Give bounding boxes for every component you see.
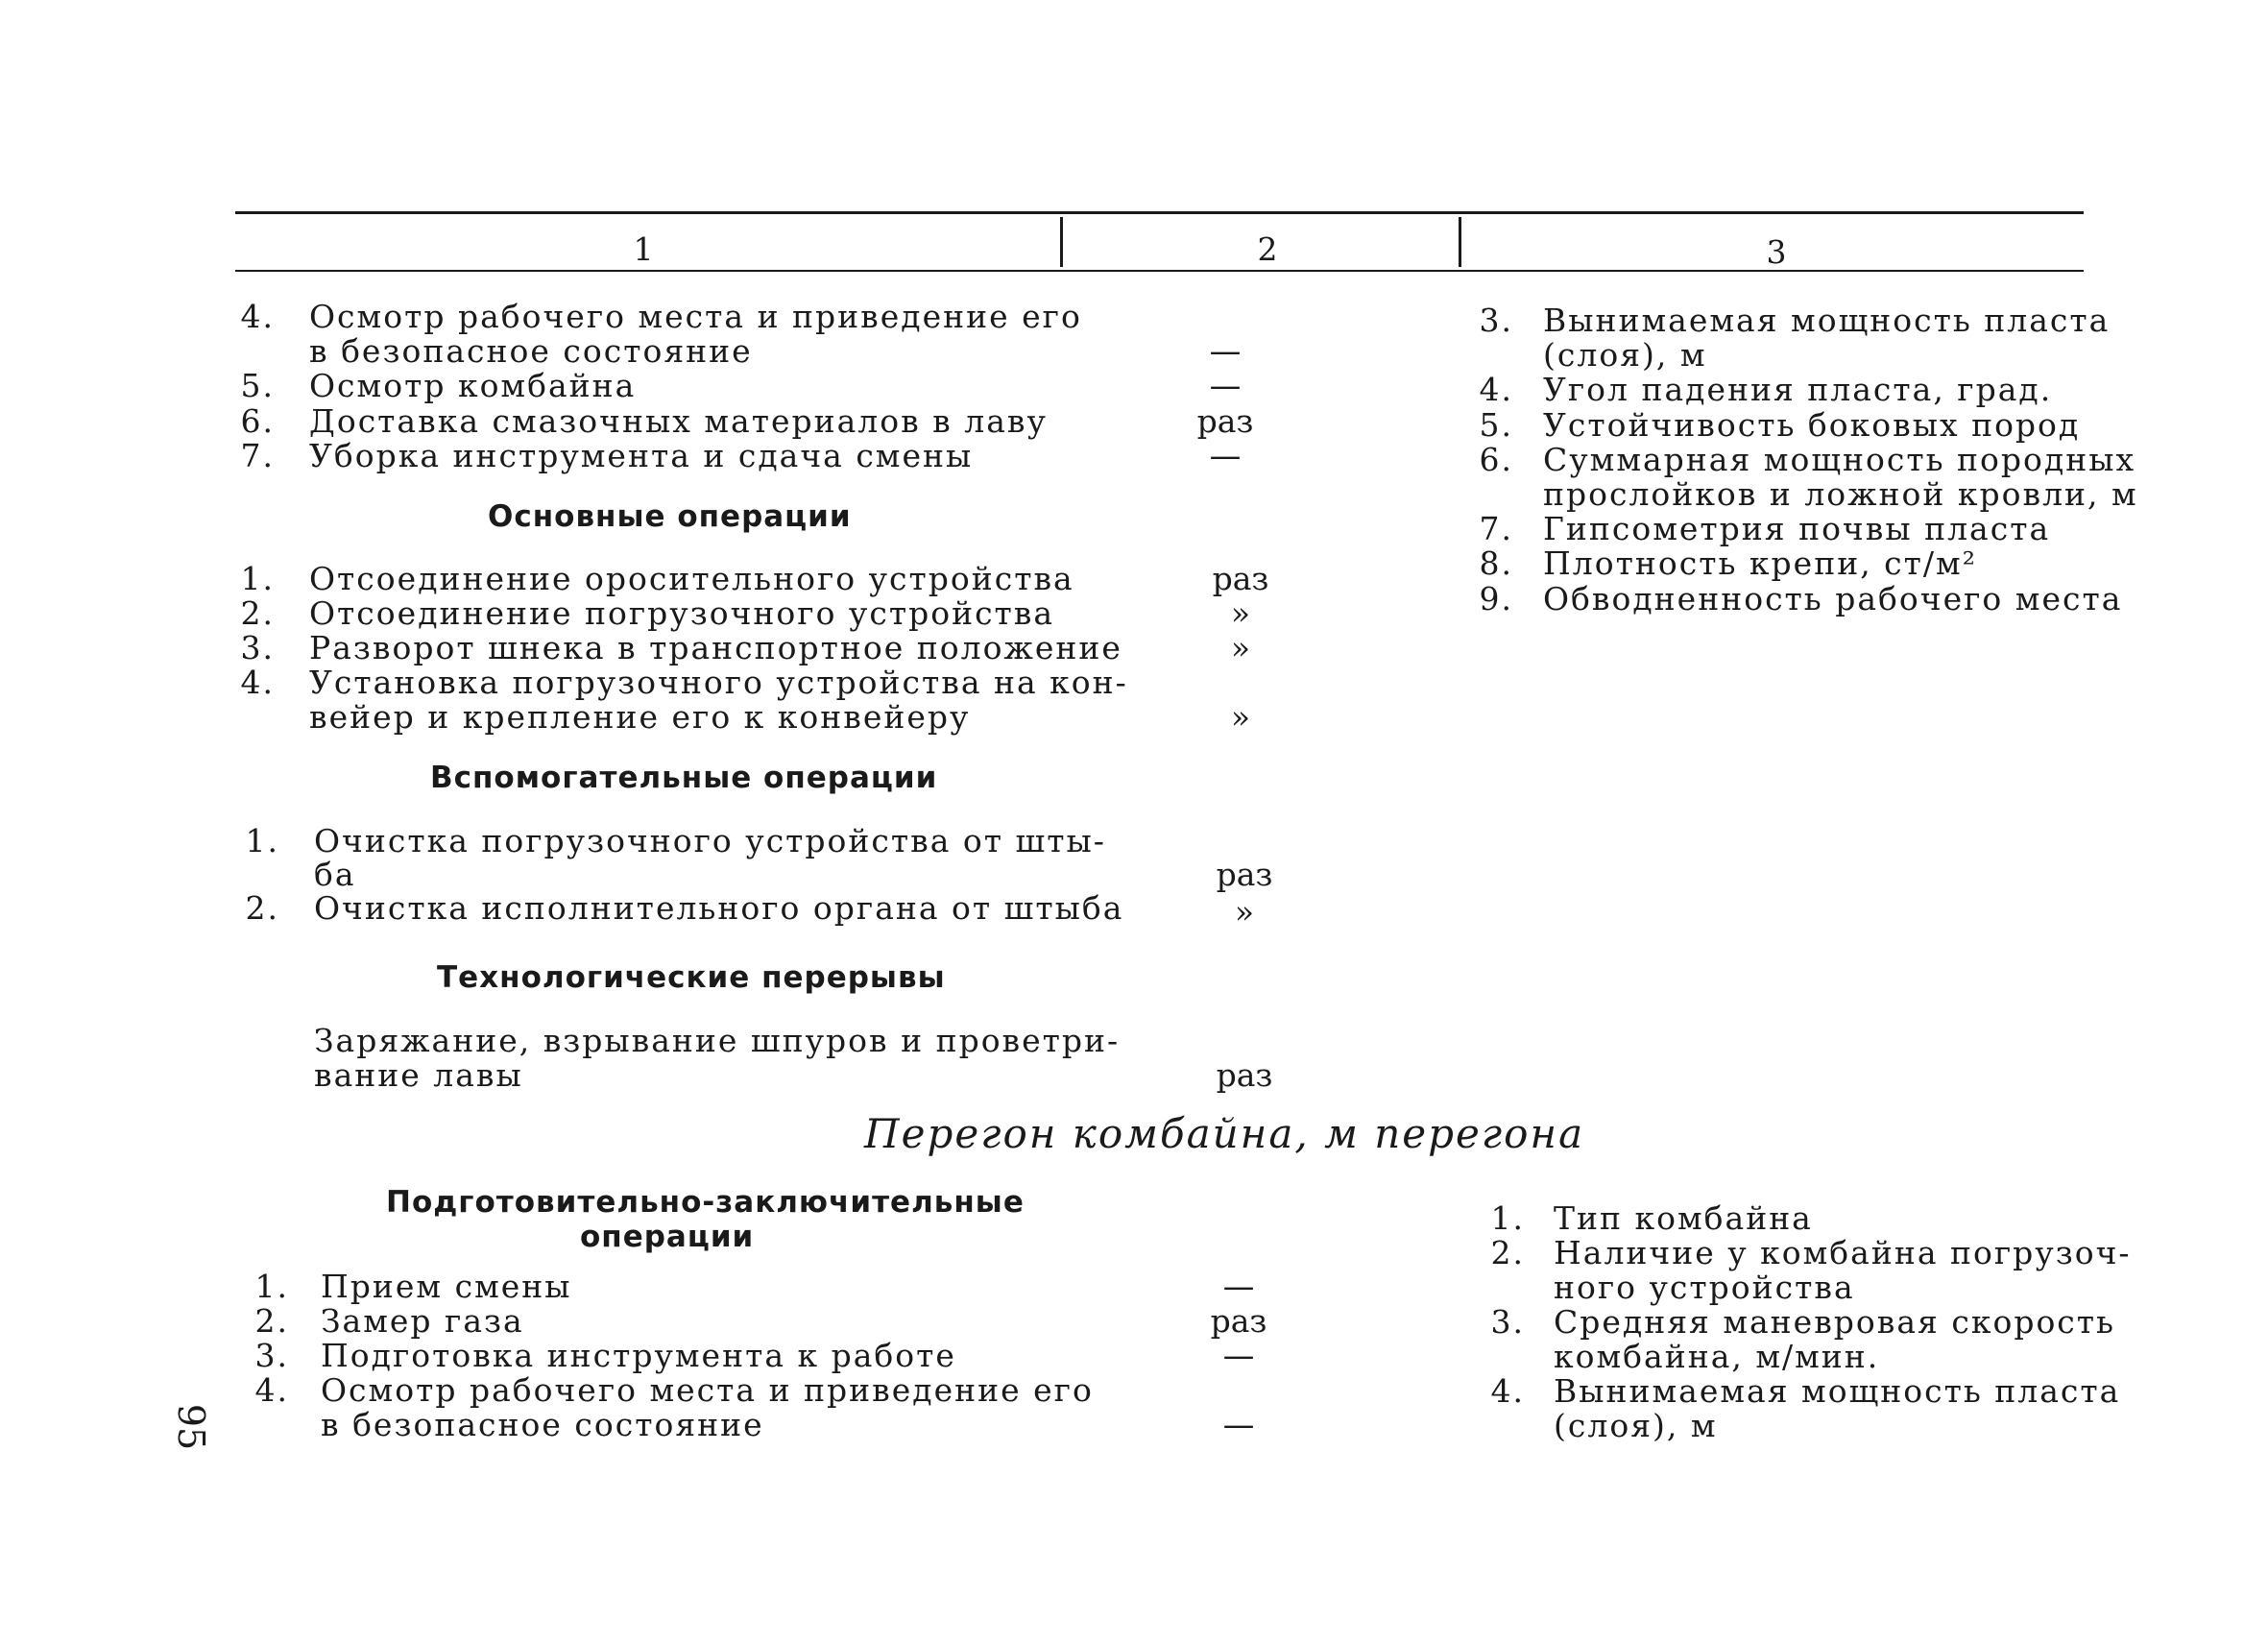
factor-number: 8.	[1479, 544, 1513, 582]
section-heading-preparatory-operations: Подготовительно-заключительные	[386, 1185, 1025, 1220]
section-title: Перегон комбайна, м перегона	[864, 1110, 1585, 1157]
list-item-text: Прием смены	[321, 1268, 572, 1305]
list-item-text: Осмотр рабочего места и приведение его	[309, 298, 1082, 335]
unit-value: —	[1209, 332, 1242, 370]
unit-value: —	[1209, 367, 1242, 404]
list-item-text: Осмотр рабочего места и приведение его	[321, 1371, 1094, 1409]
list-item-text: ба	[314, 856, 356, 893]
list-item-text: Отсоединение погрузочного устройства	[309, 594, 1055, 632]
factor-text: Наличие у комбайна погрузоч-	[1554, 1234, 2132, 1271]
section-heading-main-operations: Основные операции	[488, 499, 852, 534]
factor-number: 9.	[1479, 580, 1513, 617]
factor-number: 4.	[1490, 1372, 1525, 1410]
factor-number: 3.	[1490, 1303, 1525, 1341]
factor-number: 1.	[1490, 1199, 1525, 1237]
column-header-3: 3	[1766, 233, 1787, 271]
factor-number: 7.	[1479, 510, 1513, 547]
list-item-number: 5.	[240, 367, 275, 404]
factor-text: Плотность крепи, ст/м²	[1543, 544, 1977, 582]
unit-value: »	[1230, 629, 1251, 666]
list-item-text: Уборка инструмента и сдача смены	[309, 437, 974, 474]
factor-text: Тип комбайна	[1554, 1199, 1813, 1237]
factor-text: Вынимаемая мощность пласта	[1554, 1372, 2121, 1410]
header-top-rule	[235, 211, 2084, 214]
unit-value: »	[1234, 893, 1255, 931]
factor-text: Вынимаемая мощность пласта	[1543, 302, 2111, 339]
list-item-number: 6.	[240, 402, 275, 440]
list-item-number: 2.	[254, 1302, 289, 1340]
header-divider-2	[1459, 217, 1461, 267]
list-item-number: 2.	[240, 594, 275, 632]
unit-value: »	[1230, 698, 1251, 736]
unit-value: —	[1222, 1268, 1255, 1305]
list-item-text: Замер газа	[321, 1302, 524, 1340]
section-heading-technological-breaks: Технологические перерывы	[437, 960, 946, 995]
list-item-text: Подготовка инструмента к работе	[321, 1337, 956, 1374]
list-item-number: 2.	[245, 889, 279, 927]
list-item-text: Разворот шнека в транспортное положение	[309, 629, 1122, 666]
factor-text: (слоя), м	[1554, 1407, 1718, 1444]
factor-text: комбайна, м/мин.	[1554, 1338, 1880, 1375]
list-item-text: Заряжание, взрывание шпуров и проветри-	[314, 1022, 1121, 1059]
factor-text: Средняя маневровая скорость	[1554, 1303, 2116, 1341]
list-item-text: Очистка исполнительного органа от штыба	[314, 889, 1124, 927]
unit-value: раз	[1196, 402, 1254, 440]
list-item-number: 1.	[240, 560, 275, 597]
list-item-number: 4.	[254, 1371, 289, 1409]
factor-number: 3.	[1479, 302, 1513, 339]
list-item-text: Доставка смазочных материалов в лаву	[309, 402, 1048, 440]
factor-number: 6.	[1479, 441, 1513, 478]
section-heading-auxiliary-operations: Вспомогательные операции	[430, 761, 938, 795]
list-item-number: 3.	[240, 629, 275, 666]
list-item-number: 1.	[245, 822, 279, 859]
list-item-text: в безопасное состояние	[321, 1406, 764, 1443]
unit-value: раз	[1212, 560, 1269, 597]
list-item-text: Установка погрузочного устройства на кон-	[309, 664, 1128, 701]
page-number: 95	[170, 1403, 213, 1451]
unit-value: »	[1230, 594, 1251, 632]
unit-value: раз	[1216, 856, 1273, 893]
factor-text: прослойков и ложной кровли, м	[1543, 475, 2138, 513]
factor-number: 2.	[1490, 1234, 1525, 1271]
factor-text: Устойчивость боковых пород	[1543, 406, 2081, 444]
list-item-number: 4.	[240, 664, 275, 701]
header-divider-1	[1060, 217, 1063, 267]
list-item-text: Осмотр комбайна	[309, 367, 637, 404]
column-header-2: 2	[1257, 230, 1278, 268]
list-item-text: Отсоединение оросительного устройства	[309, 560, 1074, 597]
section-heading-preparatory-operations-line2: операции	[580, 1220, 755, 1254]
factor-text: Суммарная мощность породных	[1543, 441, 2136, 478]
list-item-number: 3.	[254, 1337, 289, 1374]
factor-number: 5.	[1479, 406, 1513, 444]
factor-text: ного устройства	[1554, 1269, 1855, 1306]
list-item-number: 4.	[240, 298, 275, 335]
list-item-number: 1.	[254, 1268, 289, 1305]
unit-value: —	[1209, 437, 1242, 474]
column-header-1: 1	[633, 230, 654, 268]
list-item-number: 7.	[240, 437, 275, 474]
unit-value: раз	[1216, 1056, 1273, 1094]
factor-text: (слоя), м	[1543, 336, 1707, 374]
factor-text: Угол падения пласта, град.	[1543, 371, 2053, 408]
unit-value: раз	[1210, 1302, 1267, 1340]
factor-text: Обводненность рабочего места	[1543, 580, 2123, 617]
list-item-text: вейер и крепление его к конвейеру	[309, 698, 971, 736]
factor-number: 4.	[1479, 371, 1513, 408]
list-item-text: в безопасное состояние	[309, 332, 753, 370]
list-item-text: вание лавы	[314, 1056, 523, 1094]
factor-text: Гипсометрия почвы пласта	[1543, 510, 2051, 547]
unit-value: —	[1222, 1406, 1255, 1443]
unit-value: —	[1222, 1337, 1255, 1374]
list-item-text: Очистка погрузочного устройства от шты-	[314, 822, 1106, 859]
